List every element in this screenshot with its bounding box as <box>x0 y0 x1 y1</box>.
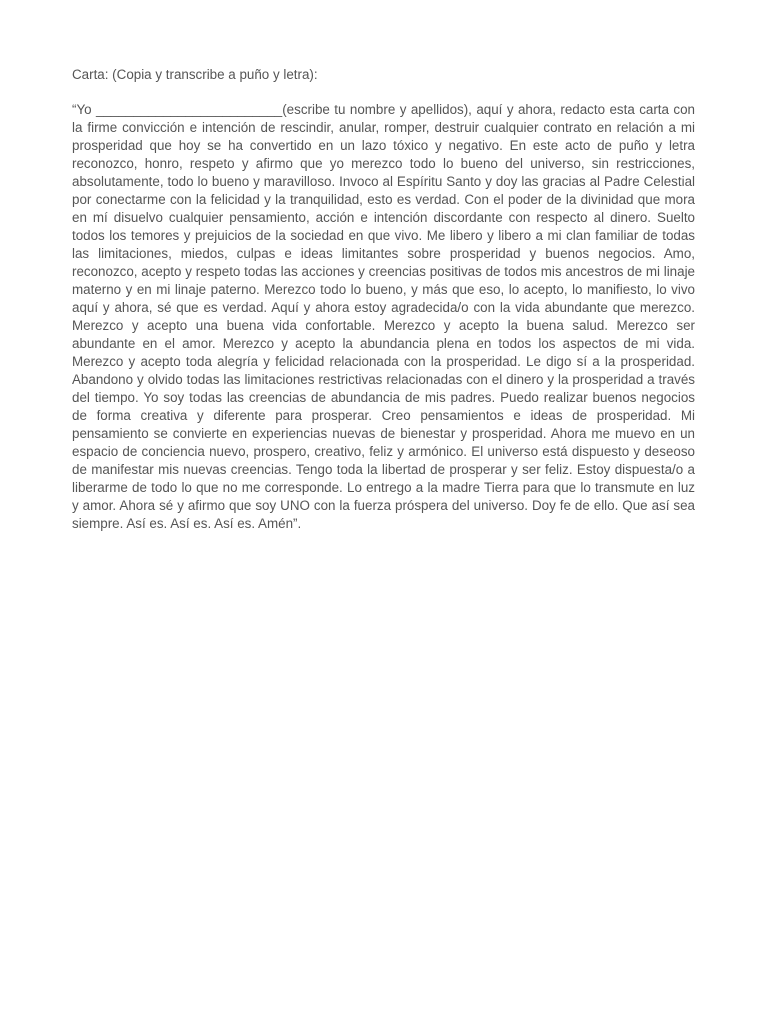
letter-body: “Yo _________________________(escribe tu nombre y apellidos), aquí y ahora, redacto esta carta con la firme convicción e intención de rescindir, anular, romper, destruir cualquier contrato en relación a mi prosperidad que hoy se ha convertido en un lazo tóxico y negativo. En este acto de puño y letra reconozco, honro, respeto y afirmo que yo merezco todo lo bueno del universo, sin restricciones, absolutamente, todo lo bueno y maravilloso. Invoco al Espíritu Santo y doy las gracias al Padre Celestial por conectarme con la felicidad y la tranquilidad, esto es verdad. Con el poder de la divinidad que mora en mí disuelvo cualquier pensamiento, acción e intención discordante con respecto al dinero. Suelto todos los temores y prejuicios de la sociedad en que vivo. Me libero y libero a mi clan familiar de todas las limitaciones, miedos, culpas e ideas limitantes sobre prosperidad y buenos negocios. Amo, reconozco, acepto y respeto todas las acciones y creencias positivas de todos mis ancestros de mi linaje materno y en mi linaje paterno. Merezco todo lo bueno, y más que eso, lo acepto, lo manifiesto, lo vivo aquí y ahora, sé que es verdad. Aquí y ahora estoy agradecida/o con la vida abundante que merezco. Merezco y acepto una buena vida confortable. Merezco y acepto la buena salud. Merezco ser abundante en el amor. Merezco y acepto la abundancia plena en todos los aspectos de mi vida. Merezco y acepto toda alegría y felicidad relacionada con la prosperidad. Le digo sí a la prosperidad. Abandono y olvido todas las limitaciones restrictivas relacionadas con el dinero y la prosperidad a través del tiempo. Yo soy todas las creencias de abundancia de mis padres. Puedo realizar buenos negocios de forma creativa y diferente para prosperar. Creo pensamientos e ideas de prosperidad. Mi pensamiento se convierte en experiencias nuevas de bienestar y prosperidad. Ahora me muevo en un espacio de conciencia nuevo, prospero, creativo, feliz y armónico. El universo está dispuesto y deseoso de manifestar mis nuevas creencias. Tengo toda la libertad de prosperar y ser feliz. Estoy dispuesta/o a liberarme de todo lo que no me corresponde. Lo entrego a la madre Tierra para que lo transmute en luz y amor. Ahora sé y afirmo que soy UNO con la fuerza próspera del universo. Doy fe de ello. Que así sea siempre. Así es. Así es. Así es. Amén”. <box>72 102 695 531</box>
document-content <box>72 66 695 533</box>
document-heading: Carta: (Copia y transcribe a puño y letra): <box>72 67 318 82</box>
